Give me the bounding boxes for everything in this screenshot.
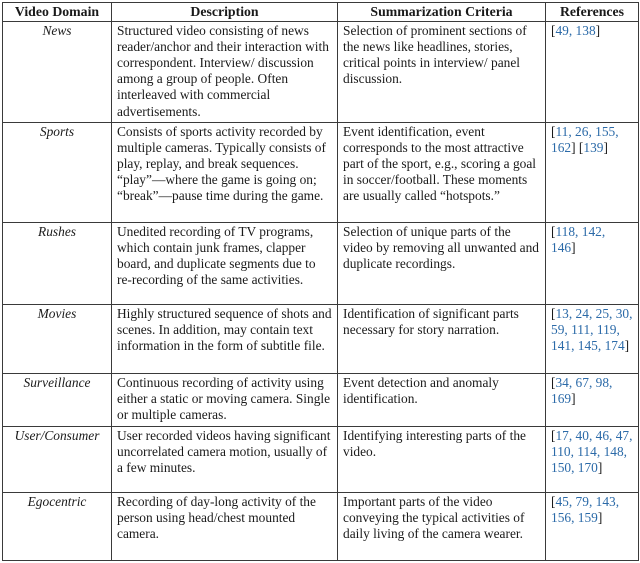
- domain-cell: Movies: [3, 304, 112, 373]
- table-row-sports: [3, 122, 639, 222]
- description-cell: Continuous recording of activity using either a static or moving camera. Single or multiple cameras.: [112, 373, 338, 426]
- table-row-rushes: [3, 222, 639, 304]
- video-domain-table: [2, 2, 639, 561]
- criteria-cell: Selection of prominent sections of the news like headlines, stories, critical points in interview/ panel discussion.: [338, 22, 546, 123]
- domain-cell: Surveillance: [3, 373, 112, 426]
- references-cell[interactable]: [34, 67, 98, 169]: [546, 373, 639, 426]
- domain-cell: Sports: [3, 122, 112, 222]
- references-cell[interactable]: [11, 26, 155, 162] [139]: [546, 122, 639, 222]
- header-row: [3, 3, 639, 22]
- table-row-egocentric: [3, 492, 639, 560]
- criteria-cell: Identification of significant parts necessary for story narration.: [338, 304, 546, 373]
- domain-cell: News: [3, 22, 112, 123]
- references-cell[interactable]: [13, 24, 25, 30, 59, 111, 119, 141, 145, 174]: [546, 304, 639, 373]
- table-row-news: [3, 22, 639, 123]
- header-description: Description: [112, 3, 338, 22]
- description-cell: Consists of sports activity recorded by multiple cameras. Typically consists of play, replay, and break sequences. “play”—where the game is going on; “break”—pause time during the game.: [112, 122, 338, 222]
- description-cell: Unedited recording of TV programs, which contain junk frames, clapper board, and duplicate segments due to re-recording of the same activities.: [112, 222, 338, 304]
- references-cell[interactable]: [118, 142, 146]: [546, 222, 639, 304]
- criteria-cell: Identifying interesting parts of the video.: [338, 426, 546, 492]
- table-row-surveillance: [3, 373, 639, 426]
- criteria-cell: Important parts of the video conveying the typical activities of daily living of the camera wearer.: [338, 492, 546, 560]
- criteria-cell: Selection of unique parts of the video by removing all unwanted and duplicate recordings.: [338, 222, 546, 304]
- references-cell[interactable]: [45, 79, 143, 156, 159]: [546, 492, 639, 560]
- description-cell: User recorded videos having significant uncorrelated camera motion, usually of a few minutes.: [112, 426, 338, 492]
- domain-cell: Rushes: [3, 222, 112, 304]
- table-row-movies: [3, 304, 639, 373]
- header-summarization-criteria: Summarization Criteria: [338, 3, 546, 22]
- domain-cell: User/Consumer: [3, 426, 112, 492]
- header-video-domain: Video Domain: [3, 3, 112, 22]
- references-cell[interactable]: [17, 40, 46, 47, 110, 114, 148, 150, 170]: [546, 426, 639, 492]
- description-cell: Recording of day-long activity of the person using head/chest mounted camera.: [112, 492, 338, 560]
- criteria-cell: Event identification, event corresponds to the most attractive part of the sport, e.g., scoring a goal in soccer/football. These moments are usually called “hotspots.”: [338, 122, 546, 222]
- domain-cell: Egocentric: [3, 492, 112, 560]
- description-cell: Highly structured sequence of shots and scenes. In addition, may contain text information in the form of subtitle file.: [112, 304, 338, 373]
- criteria-cell: Event detection and anomaly identification.: [338, 373, 546, 426]
- description-cell: Structured video consisting of news reader/anchor and their interaction with correspondent. Interview/ discussion among a group of people. Often interleaved with commercial advertisements.: [112, 22, 338, 123]
- references-cell[interactable]: [49, 138]: [546, 22, 639, 123]
- header-references: References: [546, 3, 639, 22]
- table-row-user-consumer: [3, 426, 639, 492]
